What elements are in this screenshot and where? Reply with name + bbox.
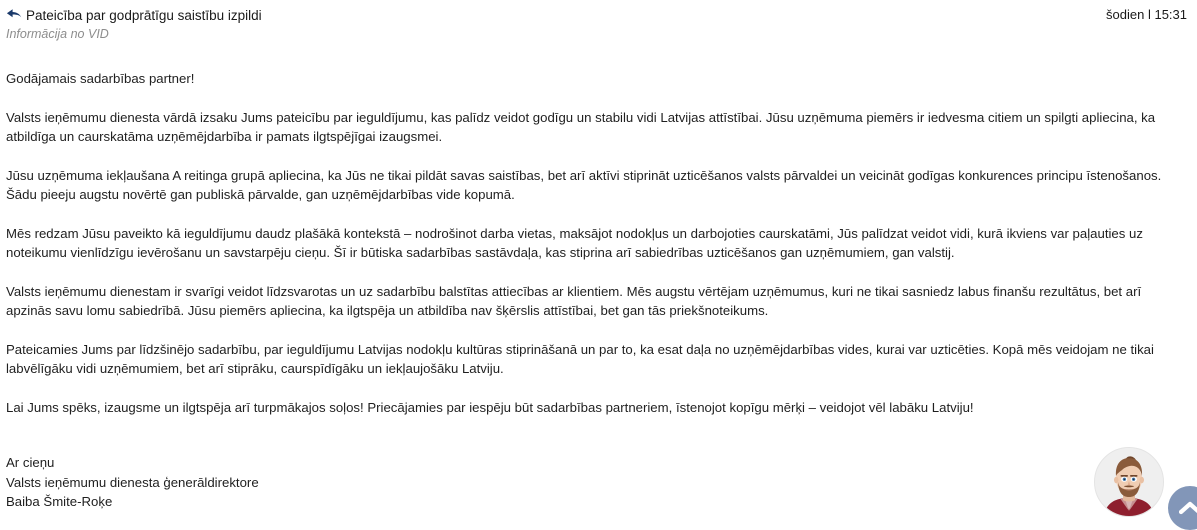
message-timestamp: šodien l 15:31 — [1106, 7, 1187, 22]
message-body — [0, 69, 1197, 512]
subject-row — [6, 6, 1187, 24]
body-paragraph: Valsts ieņēmumu dienestam ir svarīgi veidot līdzsvarotas un uz sadarbību balstītas attiecības ar klientiem. Mēs augstu vērtējam uzņēmumus, kuri ne tikai sasniedz labus finanšu rezultātus, bet arī apzinās savu lomu sabiedrībā. Jūsu piemērs apliecina, ka ilgtspēja un atbildība nav šķērslis attīstībai, bet gan tās priekšnoteikums. — [6, 283, 1142, 318]
message-header — [0, 0, 1197, 44]
body-paragraph: Lai Jums spēks, izaugsme un ilgtspēja arī turpmākajos soļos! Priecājamies par iespēju būt sadarbības partneriem, īstenojot kopīgu mērķi – veidojot vēl labāku Latviju! — [6, 399, 974, 415]
user-avatar — [1094, 447, 1164, 517]
body-paragraph: Jūsu uzņēmuma iekļaušana A reitinga grupā apliecina, ka Jūs ne tikai pildāt savas saistības, bet arī aktīvi stiprināt uzticēšanos valsts pārvaldei un veicināt godīgas konkurences principu īstenošanos. Šādu pieeju augstu novērtē gan publiskā pārvalde, gan uzņēmējdarbības vide kopumā. — [6, 167, 1162, 202]
message-sender: Informācija no VID — [6, 27, 109, 41]
body-paragraph: Valsts ieņēmumu dienesta vārdā izsaku Jums pateicību par ieguldījumu, kas palīdz veidot godīgu un stabilu vidi Latvijas attīstībai. Jūsu uzņēmuma piemērs ir iedvesma citiem un spilgti apliecina, ka atbildīga un caurskatāma uzņēmējdarbība ir pamats ilgtspējīgai izaugsmei. — [6, 109, 1156, 144]
signature-line: Ar cieņu — [6, 455, 55, 470]
body-paragraph: Pateicamies Jums par līdzšinējo sadarbību, par ieguldījumu Latvijas nodokļu kultūras stiprināšanā un par to, ka esat daļa no uzņēmējdarbības vides, kurai var uzticēties. Kopā mēs veidojam ne tikai labvēlīgāku vidi uzņēmumiem, bet arī stiprāku, caurspīdīgāku un iekļaujošāku Latviju. — [6, 341, 1154, 376]
greeting-paragraph: Godājamais sadarbības partner! — [6, 71, 195, 86]
message-subject: Pateicība par godprātīgu saistību izpildi — [26, 8, 262, 23]
reply-arrow-icon — [6, 8, 22, 22]
body-paragraph: Mēs redzam Jūsu paveikto kā ieguldījumu daudz plašākā kontekstā – nodrošinot darba vietas, maksājot nodokļus un darbojoties caurskatāmi, Jūs palīdzat veidot vidi, kurā ikviens var paļauties uz noteikumu vienlīdzīgu ievērošanu un savstarpēju cieņu. Šī ir būtiska sadarbības sastāvdaļa, kas stiprina arī sabiedrības uzticēšanos gan uzņēmumiem, gan valstij. — [6, 225, 1143, 260]
signature-line: Baiba Šmite-Roķe — [6, 494, 113, 509]
signature-line: Valsts ieņēmumu dienesta ģenerāldirektore — [6, 474, 259, 490]
signature-block — [6, 453, 1183, 512]
